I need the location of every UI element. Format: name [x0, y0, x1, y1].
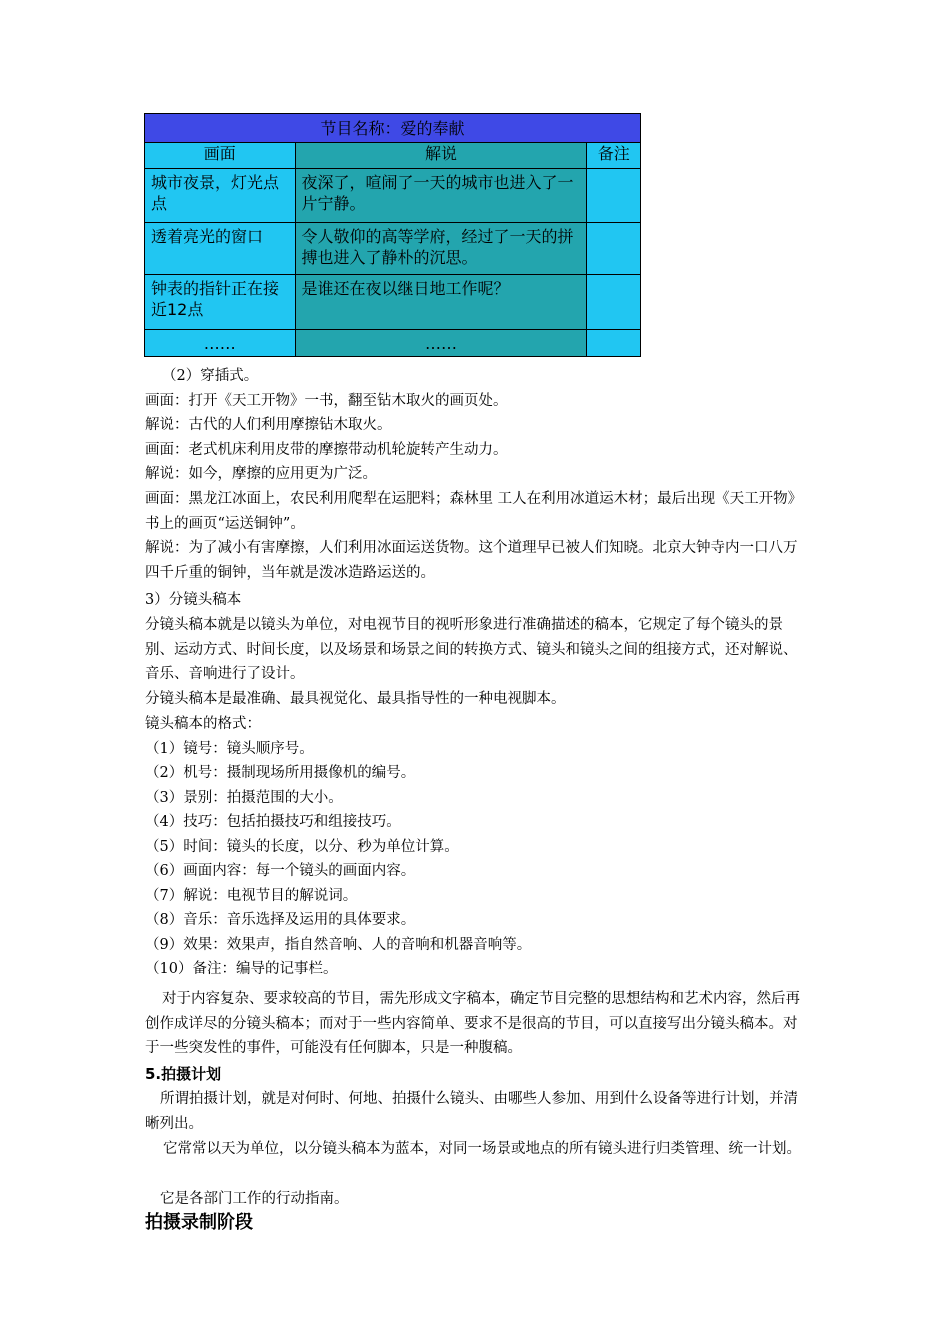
- list-title: 镜头稿本的格式：: [145, 716, 261, 732]
- header-jieshuo: 解说: [295, 143, 587, 169]
- list-item: （6）画面内容：每一个镜头的画面内容。: [145, 863, 416, 879]
- paragraph: 分镜头稿本就是以镜头为单位，对电视节目的视听形象进行准确描述的稿本，它规定了每个镜头的景别、运动方式、时间长度，以及场景和场景之间的转换方式、镜头和镜头之间的组接方式，还对解说、音乐、音响进行了设计。: [145, 617, 798, 682]
- list-item: （4）技巧：包括拍摄技巧和组接技巧。: [145, 814, 401, 830]
- cell-huamian: 城市夜景，灯光点点: [145, 169, 296, 223]
- list-item: （2）机号：摄制现场所用摄像机的编号。: [145, 765, 416, 781]
- paragraph: 解说：为了减小有害摩擦，人们利用冰面运送货物。这个道理早已被人们知晓。北京大钟寺内一口八万四千斤重的铜钟，当年就是泼冰造路运送的。: [145, 540, 798, 581]
- cell-jieshuo: 是谁还在夜以继日地工作呢？: [295, 275, 587, 330]
- cell-beizhu: [587, 275, 641, 330]
- cell-beizhu: [587, 169, 641, 223]
- section-heading: 3）分镜头稿本: [145, 592, 242, 608]
- table-row: [145, 223, 641, 275]
- list-item: （9）效果：效果声，指自然音响、人的音响和机器音响等。: [145, 936, 532, 953]
- cell-huamian: 透着亮光的窗口: [145, 223, 296, 275]
- section-heading: （2）穿插式。: [162, 368, 259, 384]
- list-item: （5）时间：镜头的长度，以分、秒为单位计算。: [145, 838, 459, 855]
- cell-huamian: 钟表的指针正在接近12点: [145, 275, 296, 330]
- section-heading: 5.拍摄计划: [145, 1065, 222, 1083]
- header-beizhu: 备注: [587, 143, 641, 169]
- paragraph: 所谓拍摄计划，就是对何时、何地、拍摄什么镜头、由哪些人参加、用到什么设备等进行计划，并清晰列出。: [145, 1091, 798, 1132]
- cell-beizhu: [587, 223, 641, 275]
- cell-beizhu: [587, 330, 641, 357]
- text-line: 解说：古代的人们利用摩擦钻木取火。: [145, 417, 392, 433]
- cell-huamian: ……: [145, 330, 296, 357]
- list-item: （1）镜号：镜头顺序号。: [145, 740, 314, 757]
- table-title: 节目名称：爱的奉献: [145, 114, 641, 143]
- text-line: 画面：打开《天工开物》一书，翻至钻木取火的画页处。: [145, 392, 508, 409]
- list-item: （8）音乐：音乐选择及运用的具体要求。: [145, 912, 416, 928]
- cell-jieshuo: 令人敬仰的高等学府，经过了一天的拼搏也进入了静朴的沉思。: [295, 223, 587, 275]
- stage-heading: 拍摄录制阶段: [145, 1212, 253, 1233]
- script-table: [144, 113, 641, 357]
- paragraph: 分镜头稿本是最准确、最具视觉化、最具指导性的一种电视脚本。: [145, 691, 566, 707]
- list-item: （3）景别：拍摄范围的大小。: [145, 789, 343, 806]
- paragraph: 对于内容复杂、要求较高的节目，需先形成文字稿本，确定节目完整的思想结构和艺术内容，然后再创作成详尽的分镜头稿本；而对于一些内容简单、要求不是很高的节目，可以直接写出分镜头稿本。对于一些突发性的事件，可能没有任何脚本，只是一种腹稿。: [145, 991, 800, 1056]
- format-list: [145, 712, 805, 982]
- text-line: 解说：如今，摩擦的应用更为广泛。: [145, 466, 377, 482]
- table-row: [145, 275, 641, 330]
- header-huamian: 画面: [145, 143, 296, 169]
- cell-jieshuo: ……: [295, 330, 587, 357]
- text-line: 画面：老式机床利用皮带的摩擦带动机轮旋转产生动力。: [145, 441, 508, 458]
- paragraph: 它常常以天为单位，以分镜头稿本为蓝本，对同一场景或地点的所有镜头进行归类管理、统一计划。: [163, 1141, 801, 1157]
- paragraph: 画面：黑龙江冰面上，农民利用爬犁在运肥料；森林里 工人在利用冰道运木材；最后出现《天工开物》书上的画页“运送铜钟”。: [145, 491, 803, 532]
- paragraph: 它是各部门工作的行动指南。: [160, 1191, 349, 1207]
- section-insert-lines: [145, 364, 805, 487]
- list-item: （10）备注：编导的记事栏。: [145, 961, 338, 977]
- table-header-row: [145, 143, 641, 169]
- list-item: （7）解说：电视节目的解说词。: [145, 887, 358, 904]
- table-row: [145, 169, 641, 223]
- cell-jieshuo: 夜深了，喧闹了一天的城市也进入了一片宁静。: [295, 169, 587, 223]
- table-row: [145, 330, 641, 357]
